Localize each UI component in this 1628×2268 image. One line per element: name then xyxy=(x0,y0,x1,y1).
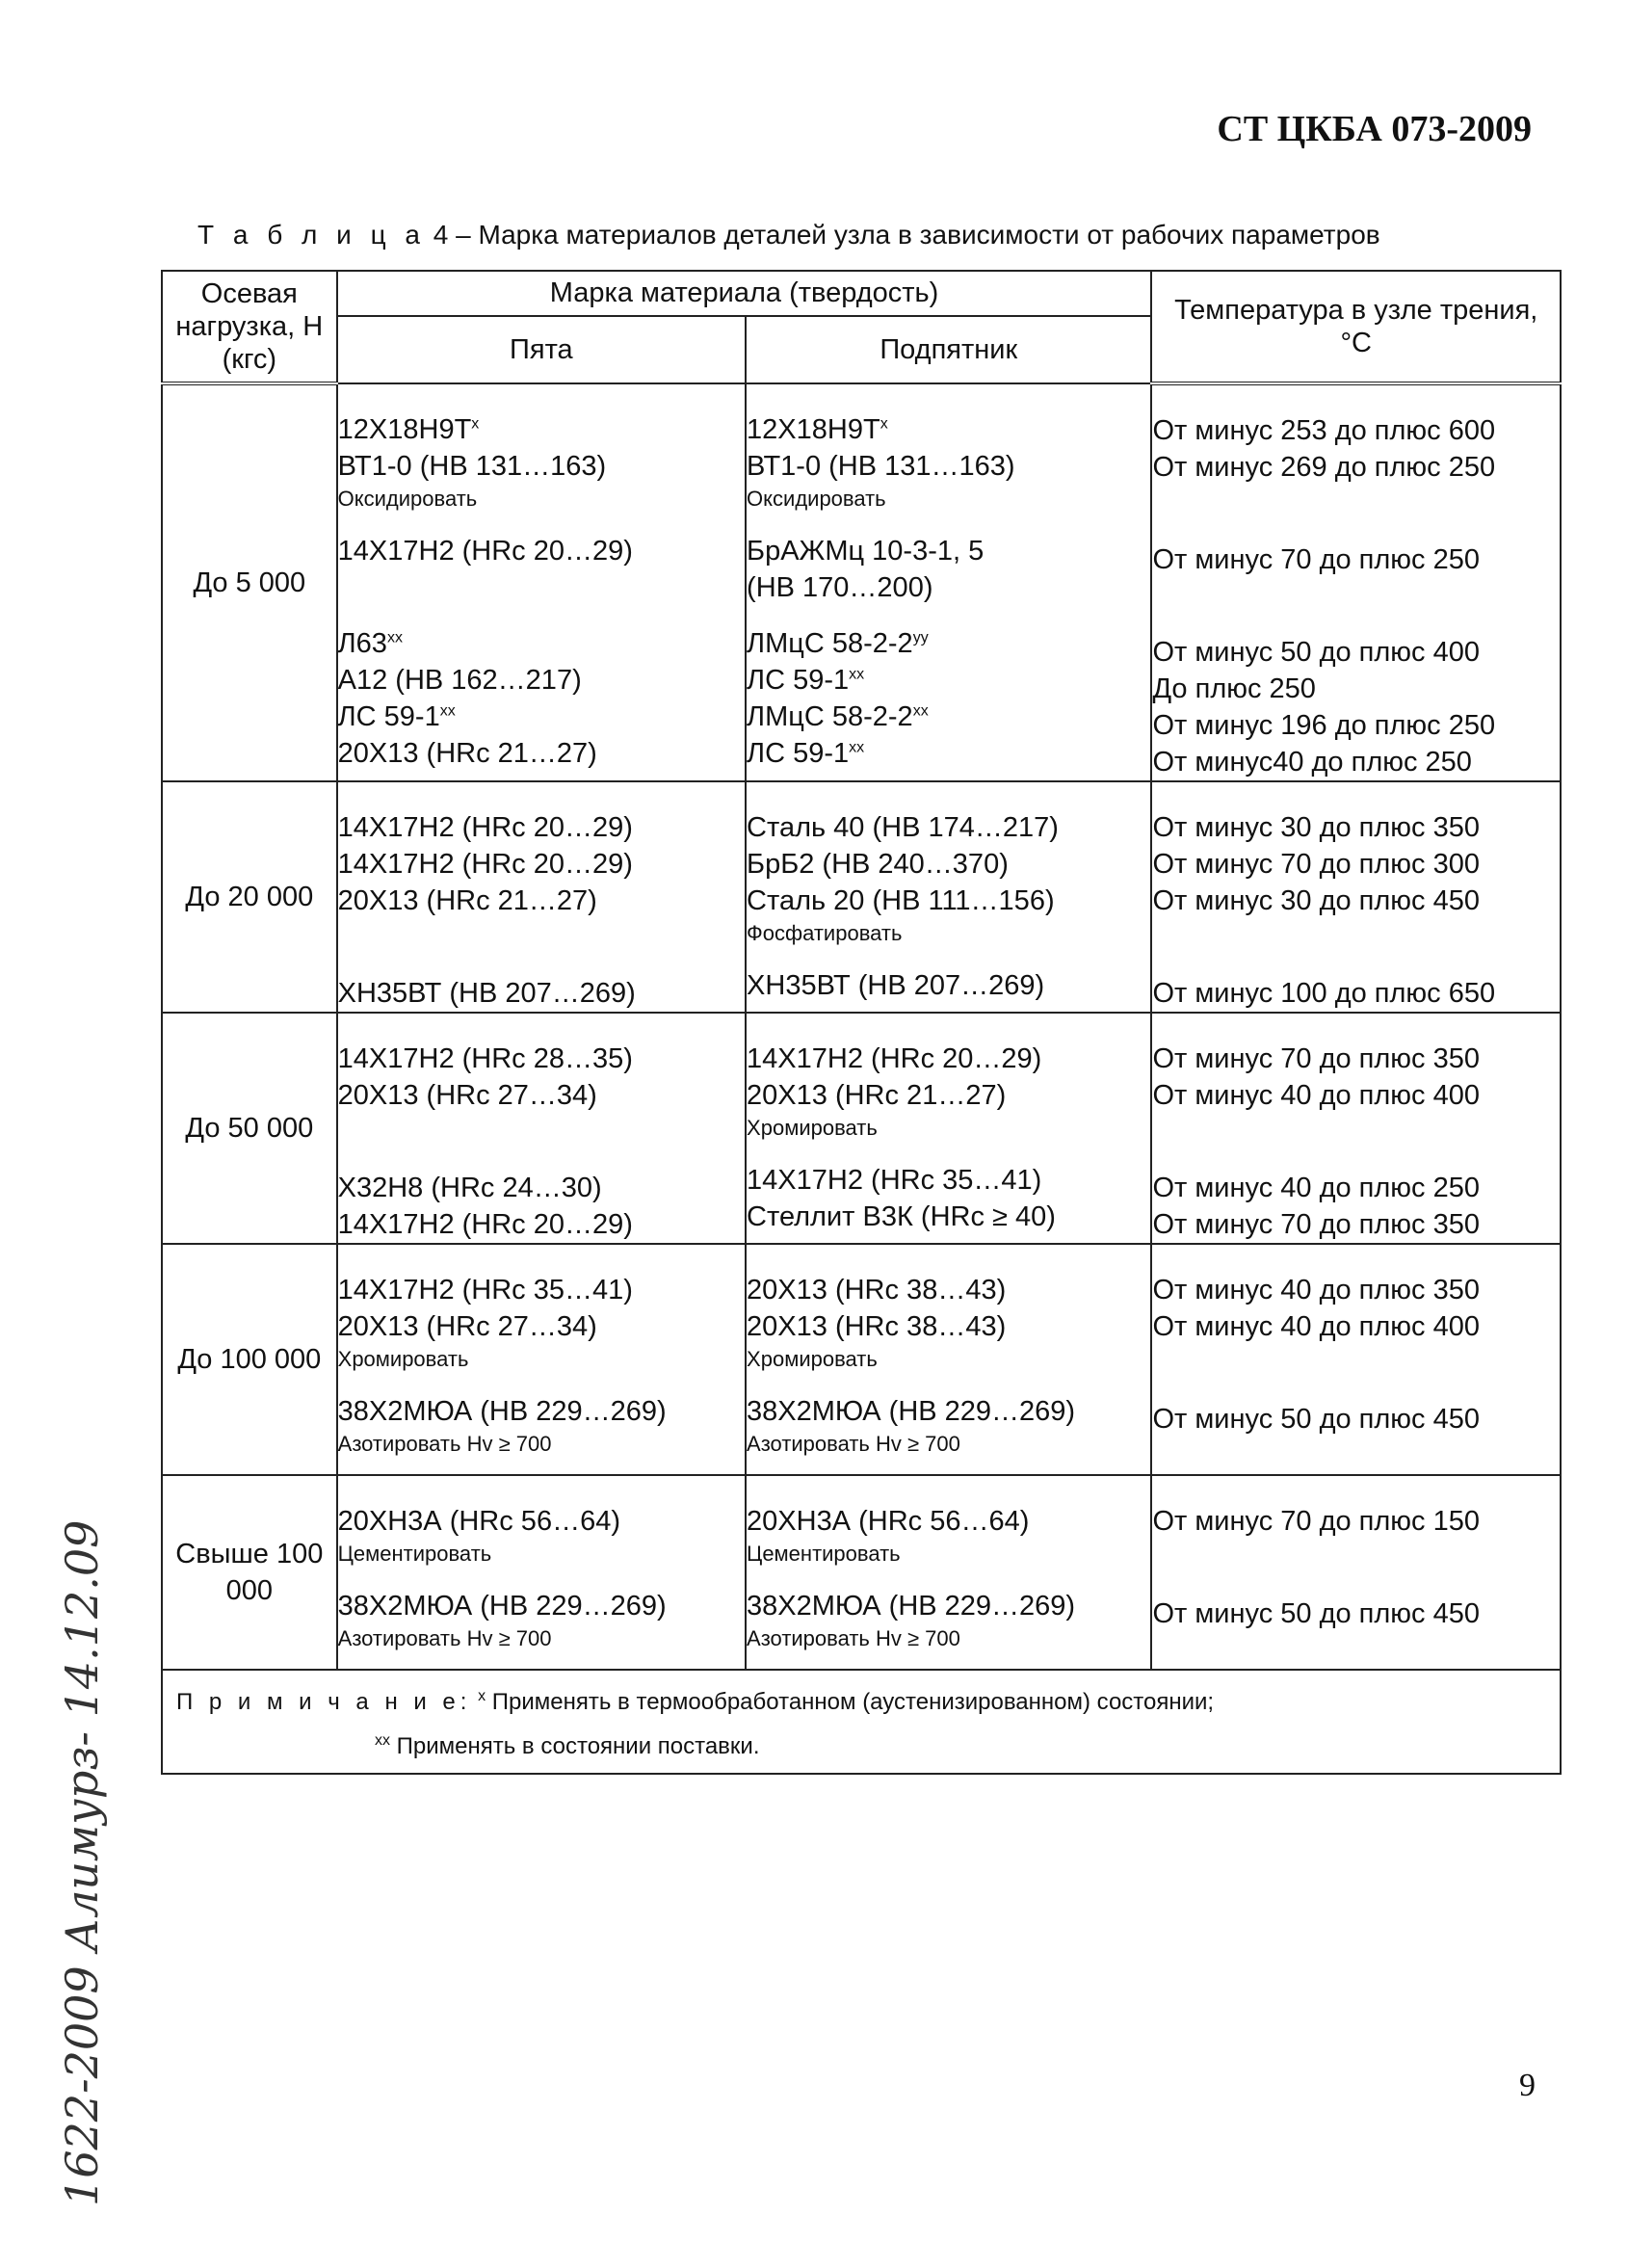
footnote-mark: хх xyxy=(849,739,865,756)
heel-cell xyxy=(337,1244,746,1475)
bearing-text: 20Х13 (HRc 38…43) xyxy=(747,1275,1007,1305)
load-cell: До 50 000 xyxy=(162,1013,337,1244)
bearing-text: Азотировать Hv ≥ 700 xyxy=(747,1626,960,1650)
heel-line xyxy=(338,662,745,699)
note-text-2: Применять в состоянии поставки. xyxy=(390,1733,760,1759)
heel-cell xyxy=(337,383,746,781)
heel-text: 14Х17Н2 (HRc 20…29) xyxy=(337,1209,633,1240)
bearing-group xyxy=(747,1041,1150,1143)
treatment-note xyxy=(747,919,1150,948)
temp-text: От минус40 до плюс 250 xyxy=(1152,747,1472,778)
bearing-line xyxy=(747,1308,1150,1345)
spacer xyxy=(338,1114,745,1150)
heel-text: 14Х17Н2 (HRc 28…35) xyxy=(337,1043,633,1074)
footnote-mark: хх xyxy=(849,666,865,683)
bearing-group xyxy=(747,1272,1150,1374)
bearing-text: ХН35ВТ (НВ 207…269) xyxy=(747,970,1045,1001)
heel-group xyxy=(338,411,745,514)
temp-line xyxy=(1152,809,1560,846)
heel-cell xyxy=(337,1475,746,1670)
temp-text: От минус 196 до плюс 250 xyxy=(1152,710,1496,741)
temp-cell xyxy=(1151,781,1561,1013)
bearing-text: 14Х17Н2 (HRc 20…29) xyxy=(747,1043,1042,1074)
heel-text: Хромировать xyxy=(337,1347,469,1371)
treatment-note xyxy=(338,1624,745,1653)
heel-text: 20Х13 (HRc 21…27) xyxy=(337,738,597,769)
bearing-group xyxy=(747,1393,1150,1459)
temp-text: От минус 100 до плюс 650 xyxy=(1152,978,1496,1009)
bearing-text: 38Х2МЮА (НВ 229…269) xyxy=(747,1396,1076,1427)
heel-text: 14Х17Н2 (HRc 20…29) xyxy=(337,536,633,567)
bearing-line xyxy=(747,1041,1150,1077)
temp-line xyxy=(1152,1503,1560,1540)
temp-line xyxy=(1152,671,1560,707)
temp-text: От минус 30 до плюс 450 xyxy=(1152,885,1480,916)
page-number: 9 xyxy=(1519,2068,1536,2103)
temp-line xyxy=(1152,1596,1560,1632)
bearing-line xyxy=(747,448,1150,485)
footnote-mark: х xyxy=(471,415,480,433)
temp-cell xyxy=(1151,1475,1561,1670)
spacer xyxy=(1152,1114,1560,1150)
bearing-text: Хромировать xyxy=(747,1347,878,1371)
header-load: Осевая нагрузка, Н (кгс) xyxy=(162,271,337,383)
temp-cell xyxy=(1151,1244,1561,1475)
spacer xyxy=(338,569,745,606)
bearing-text: 20ХН3А (HRc 56…64) xyxy=(747,1506,1030,1537)
caption-label: Т а б л и ц а xyxy=(197,220,426,250)
heel-text: 20ХН3А (HRc 56…64) xyxy=(337,1506,620,1537)
bearing-group xyxy=(747,1503,1150,1569)
bearing-group xyxy=(747,809,1150,948)
heel-group xyxy=(338,625,745,772)
load-cell: Свыше 100 000 xyxy=(162,1475,337,1670)
temp-group xyxy=(1152,412,1560,522)
temp-text: От минус 40 до плюс 400 xyxy=(1152,1080,1480,1111)
temp-group xyxy=(1152,1170,1560,1243)
temp-text: От минус 40 до плюс 400 xyxy=(1152,1311,1480,1342)
temp-line xyxy=(1152,541,1560,578)
footnote-mark: хх xyxy=(912,702,929,720)
note-cell xyxy=(162,1670,1561,1774)
treatment-note xyxy=(747,1345,1150,1374)
temp-group xyxy=(1152,1272,1560,1382)
temp-group xyxy=(1152,809,1560,956)
treatment-note xyxy=(338,1540,745,1569)
heel-text: А12 (НВ 162…217) xyxy=(337,665,582,696)
heel-text: 14Х17Н2 (HRc 35…41) xyxy=(337,1275,633,1305)
heel-group xyxy=(338,809,745,956)
heel-text: 38Х2МЮА (НВ 229…269) xyxy=(337,1591,667,1622)
bearing-text: 20Х13 (HRc 38…43) xyxy=(747,1311,1007,1342)
table-row xyxy=(162,781,1561,1013)
document-code: СТ ЦКБА 073-2009 xyxy=(1217,109,1532,149)
bearing-text: ЛМцС 58-2-2 xyxy=(747,701,913,732)
heel-line xyxy=(338,448,745,485)
bearing-line xyxy=(747,411,1150,448)
bearing-line xyxy=(747,809,1150,846)
heel-line xyxy=(338,975,745,1012)
bearing-group xyxy=(747,1162,1150,1235)
bearing-text: Оксидировать xyxy=(747,487,886,511)
spacer xyxy=(1152,1632,1560,1669)
heel-text: Азотировать Hv ≥ 700 xyxy=(337,1432,552,1456)
heel-group xyxy=(338,1588,745,1653)
bearing-text: Стеллит В3К (HRc ≥ 40) xyxy=(747,1201,1056,1232)
heel-line xyxy=(338,809,745,846)
temp-text: От минус 30 до плюс 350 xyxy=(1152,812,1480,843)
table-body xyxy=(162,383,1561,1670)
heel-group xyxy=(338,1170,745,1243)
treatment-note xyxy=(338,1430,745,1459)
heel-line xyxy=(338,846,745,883)
treatment-note xyxy=(747,485,1150,514)
heel-text: 14Х17Н2 (HRc 20…29) xyxy=(337,849,633,880)
bearing-text: ЛС 59-1 xyxy=(747,738,850,769)
temp-text: От минус 70 до плюс 350 xyxy=(1152,1043,1480,1074)
temp-group xyxy=(1152,634,1560,780)
header-temperature: Температура в узле трения, °С xyxy=(1151,271,1561,383)
temp-group xyxy=(1152,541,1560,615)
header-material: Марка материала (твердость) xyxy=(337,271,1152,316)
heel-line xyxy=(338,1272,745,1308)
bearing-line xyxy=(747,1077,1150,1114)
table-caption xyxy=(197,220,1380,251)
temp-group xyxy=(1152,975,1560,1012)
temp-text: От минус 70 до плюс 250 xyxy=(1152,544,1480,575)
footnote-mark: хх xyxy=(386,629,403,646)
bearing-text: БрАЖМц 10-3-1, 5 xyxy=(747,536,985,567)
temp-text: От минус 40 до плюс 350 xyxy=(1152,1275,1480,1305)
table-row xyxy=(162,1013,1561,1244)
temp-text: От минус 253 до плюс 600 xyxy=(1152,415,1496,446)
bearing-line xyxy=(747,1503,1150,1540)
header-heel: Пята xyxy=(337,316,746,383)
note-line-2 xyxy=(176,1732,1546,1761)
heel-text: 12Х18Н9Т xyxy=(337,414,472,445)
temp-line xyxy=(1152,1272,1560,1308)
heel-line xyxy=(338,735,745,772)
heel-text: Л63 xyxy=(337,628,387,659)
heel-group xyxy=(338,1393,745,1459)
temp-line xyxy=(1152,1170,1560,1206)
bearing-group xyxy=(747,967,1150,1004)
note-text-1: Применять в термообработанном (аустенизированном) состоянии; xyxy=(486,1689,1215,1715)
spacer xyxy=(1152,1345,1560,1382)
heel-text: ЛС 59-1 xyxy=(337,701,440,732)
temp-group xyxy=(1152,1041,1560,1150)
bearing-line xyxy=(747,883,1150,919)
bearing-group xyxy=(747,1588,1150,1653)
table-row xyxy=(162,1244,1561,1475)
heel-line xyxy=(338,883,745,919)
note-label: П р и м и ч а н и е: xyxy=(176,1689,472,1715)
footnote-mark: уу xyxy=(912,629,929,646)
temp-line xyxy=(1152,846,1560,883)
temp-text: От минус 70 до плюс 350 xyxy=(1152,1209,1480,1240)
bearing-text: 14Х17Н2 (HRc 35…41) xyxy=(747,1165,1042,1196)
temp-line xyxy=(1152,1401,1560,1437)
temp-line xyxy=(1152,883,1560,919)
temp-line xyxy=(1152,744,1560,780)
heel-group xyxy=(338,975,745,1012)
heel-line xyxy=(338,699,745,735)
treatment-note xyxy=(338,1345,745,1374)
temp-line xyxy=(1152,1041,1560,1077)
temp-text: От минус 70 до плюс 150 xyxy=(1152,1506,1480,1537)
temp-line xyxy=(1152,1206,1560,1243)
heel-cell xyxy=(337,781,746,1013)
spacer xyxy=(1152,486,1560,522)
heel-text: 38Х2МЮА (НВ 229…269) xyxy=(337,1396,667,1427)
heel-line xyxy=(338,1308,745,1345)
bearing-group xyxy=(747,411,1150,514)
note-line-1 xyxy=(176,1688,1546,1717)
heel-line xyxy=(338,411,745,448)
table-row xyxy=(162,1475,1561,1670)
note-mark-2: хх xyxy=(375,1732,390,1749)
bearing-text: (НВ 170…200) xyxy=(747,572,933,603)
temp-line xyxy=(1152,634,1560,671)
heel-group xyxy=(338,533,745,606)
heel-text: Азотировать Hv ≥ 700 xyxy=(337,1626,552,1650)
temp-group xyxy=(1152,1596,1560,1669)
temp-line xyxy=(1152,975,1560,1012)
heel-line xyxy=(338,1077,745,1114)
bearing-group xyxy=(747,533,1150,606)
treatment-note xyxy=(747,1624,1150,1653)
bearing-line xyxy=(747,533,1150,569)
bearing-cell xyxy=(746,1475,1151,1670)
bearing-text: 38Х2МЮА (НВ 229…269) xyxy=(747,1591,1076,1622)
heel-line xyxy=(338,1041,745,1077)
bearing-cell xyxy=(746,1244,1151,1475)
bearing-text: Хромировать xyxy=(747,1116,878,1140)
bearing-line xyxy=(747,1162,1150,1199)
heel-group xyxy=(338,1041,745,1150)
temp-text: От минус 70 до плюс 300 xyxy=(1152,849,1480,880)
bearing-text: Цементировать xyxy=(747,1542,901,1566)
heel-text: Х32Н8 (HRc 24…30) xyxy=(337,1173,602,1203)
bearing-line xyxy=(747,625,1150,662)
temp-group xyxy=(1152,1503,1560,1576)
bearing-text: 12Х18Н9Т xyxy=(747,414,880,445)
temp-text: От минус 50 до плюс 400 xyxy=(1152,637,1480,668)
heel-cell xyxy=(337,1013,746,1244)
footnote-mark: х xyxy=(880,415,888,433)
bearing-text: Азотировать Hv ≥ 700 xyxy=(747,1432,960,1456)
heel-line xyxy=(338,1206,745,1243)
heel-line xyxy=(338,1503,745,1540)
heel-line xyxy=(338,625,745,662)
bearing-text: Сталь 40 (НВ 174…217) xyxy=(747,812,1059,843)
heel-line xyxy=(338,1170,745,1206)
temp-text: От минус 50 до плюс 450 xyxy=(1152,1598,1480,1629)
bearing-line xyxy=(747,699,1150,735)
heel-group xyxy=(338,1272,745,1374)
heel-group xyxy=(338,1503,745,1569)
note-mark-1: х xyxy=(478,1688,486,1704)
temp-line xyxy=(1152,449,1560,486)
bearing-line xyxy=(747,1393,1150,1430)
load-cell: До 20 000 xyxy=(162,781,337,1013)
table-row xyxy=(162,383,1561,781)
spacer xyxy=(1152,919,1560,956)
treatment-note xyxy=(747,1540,1150,1569)
heel-text: Цементировать xyxy=(337,1542,492,1566)
temp-text: До плюс 250 xyxy=(1152,673,1316,704)
load-cell: До 100 000 xyxy=(162,1244,337,1475)
heel-text: 20Х13 (HRc 27…34) xyxy=(337,1080,597,1111)
heel-text: 20Х13 (HRc 27…34) xyxy=(337,1311,597,1342)
heel-text: 14Х17Н2 (HRc 20…29) xyxy=(337,812,633,843)
temp-text: От минус 269 до плюс 250 xyxy=(1152,452,1496,483)
handwritten-signature: 1622-2009 Алимурз- 14.12.09 xyxy=(56,1519,108,2206)
heel-text: ВТ1-0 (НВ 131…163) xyxy=(337,451,607,482)
load-cell: До 5 000 xyxy=(162,383,337,781)
treatment-note xyxy=(747,1114,1150,1143)
bearing-line xyxy=(747,662,1150,699)
bearing-line xyxy=(747,846,1150,883)
bearing-line xyxy=(747,569,1150,606)
caption-text: 4 – Марка материалов деталей узла в зависимости от рабочих параметров xyxy=(425,220,1380,250)
bearing-line xyxy=(747,1272,1150,1308)
spacer xyxy=(1152,1540,1560,1576)
temp-cell xyxy=(1151,1013,1561,1244)
bearing-cell xyxy=(746,1013,1151,1244)
spacer xyxy=(1152,1437,1560,1474)
temp-line xyxy=(1152,1077,1560,1114)
heel-line xyxy=(338,533,745,569)
bearing-text: Фосфатировать xyxy=(747,921,903,945)
bearing-cell xyxy=(746,383,1151,781)
bearing-text: БрБ2 (НВ 240…370) xyxy=(747,849,1009,880)
heel-line xyxy=(338,1393,745,1430)
treatment-note xyxy=(747,1430,1150,1459)
bearing-text: ЛМцС 58-2-2 xyxy=(747,628,913,659)
temp-text: От минус 50 до плюс 450 xyxy=(1152,1404,1480,1435)
heel-text: 20Х13 (HRc 21…27) xyxy=(337,885,597,916)
bearing-text: ЛС 59-1 xyxy=(747,665,850,696)
bearing-line xyxy=(747,1588,1150,1624)
temp-cell xyxy=(1151,383,1561,781)
bearing-text: 20Х13 (HRc 21…27) xyxy=(747,1080,1007,1111)
header-bearing: Подпятник xyxy=(746,316,1151,383)
temp-line xyxy=(1152,1308,1560,1345)
treatment-note xyxy=(338,485,745,514)
heel-text: ХН35ВТ (НВ 207…269) xyxy=(337,978,636,1009)
bearing-line xyxy=(747,735,1150,772)
spacer xyxy=(1152,578,1560,615)
materials-table xyxy=(161,270,1562,1775)
heel-line xyxy=(338,1588,745,1624)
temp-group xyxy=(1152,1401,1560,1474)
bearing-cell xyxy=(746,781,1151,1013)
bearing-text: ВТ1-0 (НВ 131…163) xyxy=(747,451,1015,482)
bearing-group xyxy=(747,625,1150,772)
temp-line xyxy=(1152,707,1560,744)
heel-text: Оксидировать xyxy=(337,487,478,511)
bearing-line xyxy=(747,967,1150,1004)
spacer xyxy=(338,919,745,956)
temp-text: От минус 40 до плюс 250 xyxy=(1152,1173,1480,1203)
bearing-text: Сталь 20 (НВ 111…156) xyxy=(747,885,1055,916)
footnote-mark: хх xyxy=(439,702,456,720)
temp-line xyxy=(1152,412,1560,449)
bearing-line xyxy=(747,1199,1150,1235)
